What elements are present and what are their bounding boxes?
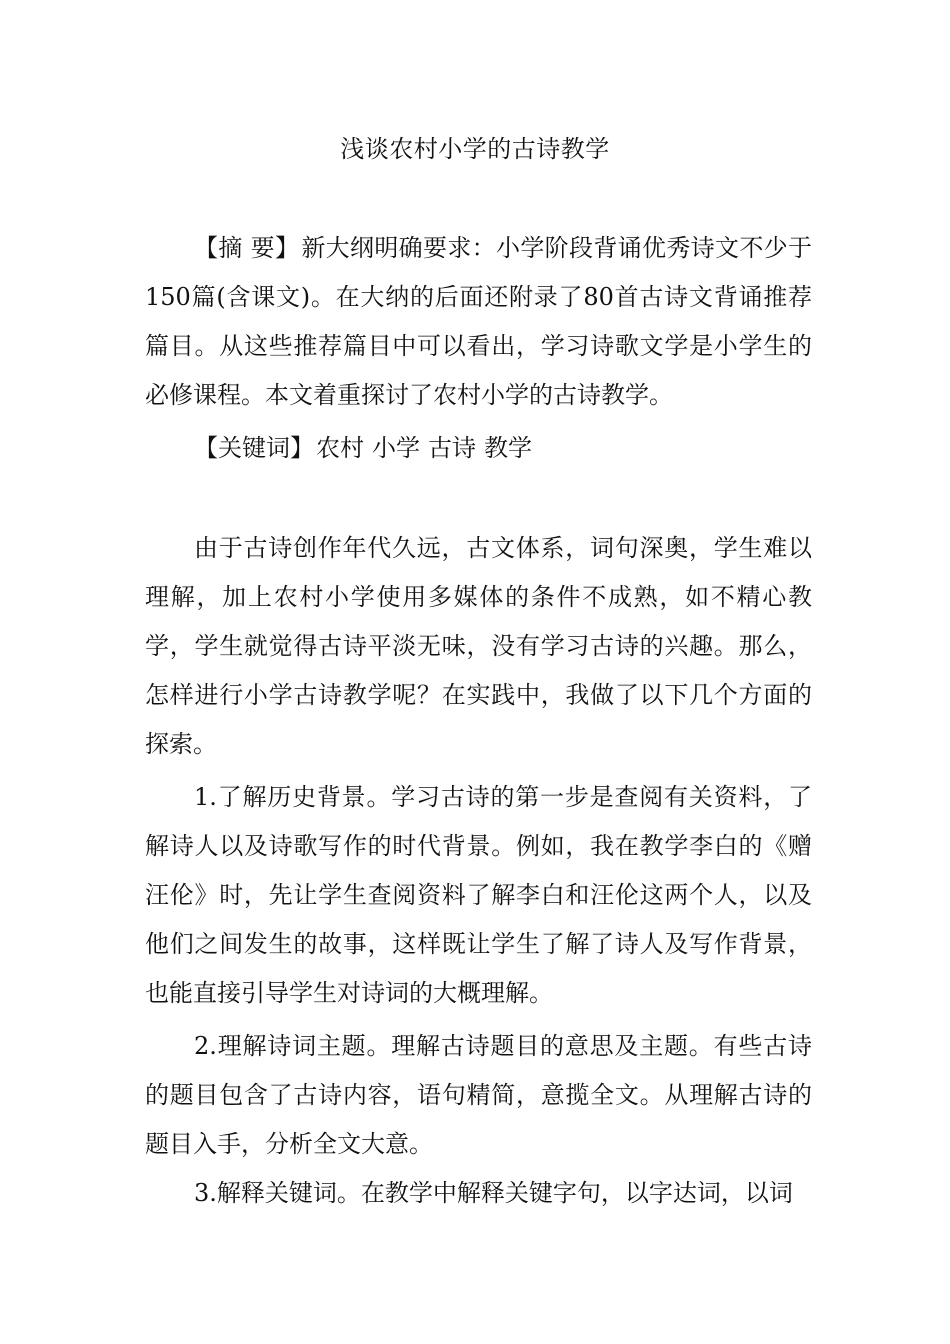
keyword-item: 农村 bbox=[316, 434, 364, 462]
section-item-1: 1.了解历史背景。学习古诗的第一步是查阅有关资料，了解诗人以及诗歌写作的时代背景。例如，我在教学李白的《赠汪伦》时，先让学生查阅资料了解李白和汪伦这两个人，以及他们之间发生的故事，这样既让学生了解了诗人及写作背景，也能直接引导学生对诗词的大概理解。 bbox=[145, 783, 812, 1007]
intro-paragraph: 由于古诗创作年代久远，古文体系，词句深奥，学生难以理解，加上农村小学使用多媒体的条件不成熟，如不精心教学，学生就觉得古诗平淡无味，没有学习古诗的兴趣。那么，怎样进行小学古诗教学呢？在实践中，我做了以下几个方面的探索。 bbox=[145, 534, 812, 758]
keyword-item: 教学 bbox=[484, 434, 532, 462]
keyword-item: 小学 bbox=[372, 434, 420, 462]
abstract-label: 【摘 要】 bbox=[194, 234, 300, 262]
section-item-2: 2.理解诗词主题。理解古诗题目的意思及主题。有些古诗的题目包含了古诗内容，语句精简，意揽全文。从理解古诗的题目入手，分析全文大意。 bbox=[145, 1032, 812, 1158]
document-title: 浅谈农村小学的古诗教学 bbox=[340, 135, 610, 163]
keyword-item: 古诗 bbox=[428, 434, 476, 462]
abstract-paragraph bbox=[145, 224, 812, 420]
abstract-text: 新大纲明确要求：小学阶段背诵优秀诗文不少于150篇(含课文)。在大纳的后面还附录了80首古诗文背诵推荐篇目。从这些推荐篇目中可以看出，学习诗歌文学是小学生的必修课程。本文着重探讨了农村小学的古诗教学。 bbox=[145, 234, 812, 409]
keywords-paragraph bbox=[145, 424, 812, 473]
section-item-3: 3.解释关键词。在教学中解释关键字句，以字达词，以词 bbox=[194, 1179, 793, 1207]
keywords-label: 【关键词】 bbox=[194, 434, 314, 462]
